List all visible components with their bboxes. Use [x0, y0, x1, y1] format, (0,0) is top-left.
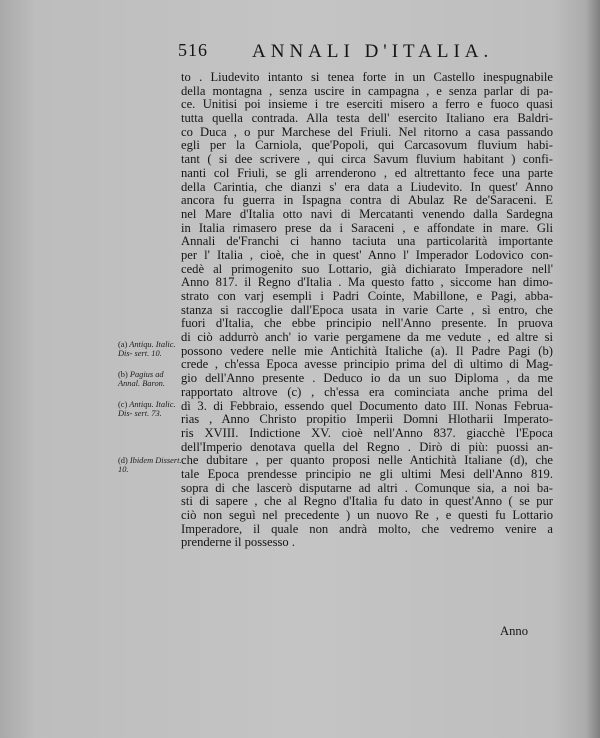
marginal-note — [118, 400, 184, 419]
page-number: 516 — [178, 40, 208, 60]
body-line: nel Mare d'Italia otto navi di Mercatanti venendo dalla Sardegna — [181, 206, 553, 221]
note-text: Antiqu. Italic. Dis- sert. 10. — [118, 340, 176, 359]
body-text — [181, 71, 553, 550]
body-line: co Duca , o pur Marchese del Friuli. Nel ritorno a casa passando — [181, 124, 553, 139]
body-line: in Italia rimasero prese da i Saraceni , e affondate in mare. Gli — [181, 220, 553, 235]
page-header — [0, 40, 600, 66]
body-line: prenderne il possesso . — [181, 535, 296, 550]
body-line: sti di sapere , che al Regno d'Italia fu dato in quest'Anno ( se pur — [181, 494, 553, 509]
note-mark: (c) — [118, 400, 128, 409]
marginal-note — [118, 340, 184, 359]
body-line: dì 3. di Febbraio, essendo quel Documento dato III. Nonas Februa- — [181, 398, 553, 413]
body-line: strato con varj esempli i Padri Cointe, Mabillone, e Pagi, abba- — [181, 289, 553, 303]
body-line: tant ( si dee scrivere , qui circa Savum fluvium habitant ) confi- — [181, 152, 553, 167]
body-line: Anno 817. il Regno d'Italia . Ma questo fatto , siccome han dimo- — [181, 275, 553, 290]
body-line: tale Epoca prendesse principio ne gli ultimi Mesi dell'Anno 819. — [181, 466, 553, 481]
body-line: ancora fu guerra in Ispagna contra di Abulaz Re de'Saraceni. E — [181, 193, 553, 208]
body-line: che dubitare , per quanto proposi nelle Antichità Italiane (d), che — [181, 453, 553, 468]
body-line: nanti col Friuli, se gli arrenderono , ed altrettanto fece una parte — [181, 165, 553, 180]
body-line: rias , Anno Christo propitio Imperii Domni Hlotharii Imperato- — [181, 412, 553, 427]
page-edge-shadow — [586, 0, 600, 738]
marginal-note — [118, 370, 184, 389]
body-line: dell'Imperio denotava quella del Regno . Dirò di più: puossi an- — [181, 439, 553, 454]
body-line: ciò non seguì nel precedente ) un nuovo Re , e questi fu Lottario — [181, 508, 553, 522]
body-line: to . Liudevito intanto si tenea forte in un Castello inespugnabile — [181, 70, 553, 84]
running-title: ANNALI D'ITALIA. — [252, 41, 494, 62]
body-line: gio dell'Anno presente . Deduco io da un suo Diploma , da me — [181, 371, 553, 386]
body-line: rapportato altrove (c) , ch'essa era cominciata anche prima del — [181, 384, 553, 399]
body-line: Annali de'Franchi ci hanno taciuta una particolarità importante — [181, 234, 553, 249]
body-line: per l' Italia , cioè, che in quest' Anno l' Imperador Lodovico con- — [181, 247, 553, 262]
note-text: Pagius ad Annal. Baron. — [118, 370, 165, 389]
note-mark: (a) — [118, 340, 128, 349]
body-line: egli per la Carniola, que'Popoli, qui Carcasovum fluvium habi- — [181, 138, 553, 153]
catchword: Anno — [500, 624, 528, 638]
body-line: crede , ch'essa Epoca avesse principio prima del dì ultimo di Mag- — [181, 357, 553, 372]
body-line: della Carintia, che dianzi s' era data a Liudevito. In quest' Anno — [181, 179, 553, 194]
body-line: possono vedere nelle mie Antichità Italiche (a). Il Padre Pagi (b) — [181, 343, 553, 358]
body-line: di ciò addurrò anch' io varie pergamene da me vedute , ed altre si — [181, 330, 553, 345]
body-line: della montagna , senza uscire in campagna , e senza parlar di pa- — [181, 83, 553, 98]
body-line: sopra di che lascerò disputarne ad altri . Comunque sia, a noi ba- — [181, 480, 553, 495]
note-mark: (d) — [118, 456, 128, 465]
body-line: tutta quella contrada. Alla testa dell' esercito Italiano era Baldri- — [181, 111, 553, 126]
body-line: Imperadore, il quale non andrà molto, che vedremo venire a — [181, 521, 553, 536]
note-text: Antiqu. Italic. Dis- sert. 73. — [118, 400, 176, 419]
body-line: stanza si raccoglie dall'Epoca usata in varie Carte , sì entro, che — [181, 302, 553, 317]
marginal-note — [118, 456, 184, 475]
body-line: ce. Unitisi poi insieme i tre eserciti misero a ferro e fuoco quasi — [181, 97, 553, 112]
note-text: Ibidem Dissert. 10. — [118, 456, 182, 475]
body-line: ris XVIII. Indictione XV. cioè nell'Anno 837. giacchè l'Epoca — [181, 425, 553, 440]
note-mark: (b) — [118, 370, 128, 379]
body-line: fuori d'Italia, che ebbe principio nell'Anno presente. In pruova — [181, 316, 553, 331]
body-line: cedè al primogenito suo Lottario, già dichiarato Imperadore nell' — [181, 261, 553, 276]
